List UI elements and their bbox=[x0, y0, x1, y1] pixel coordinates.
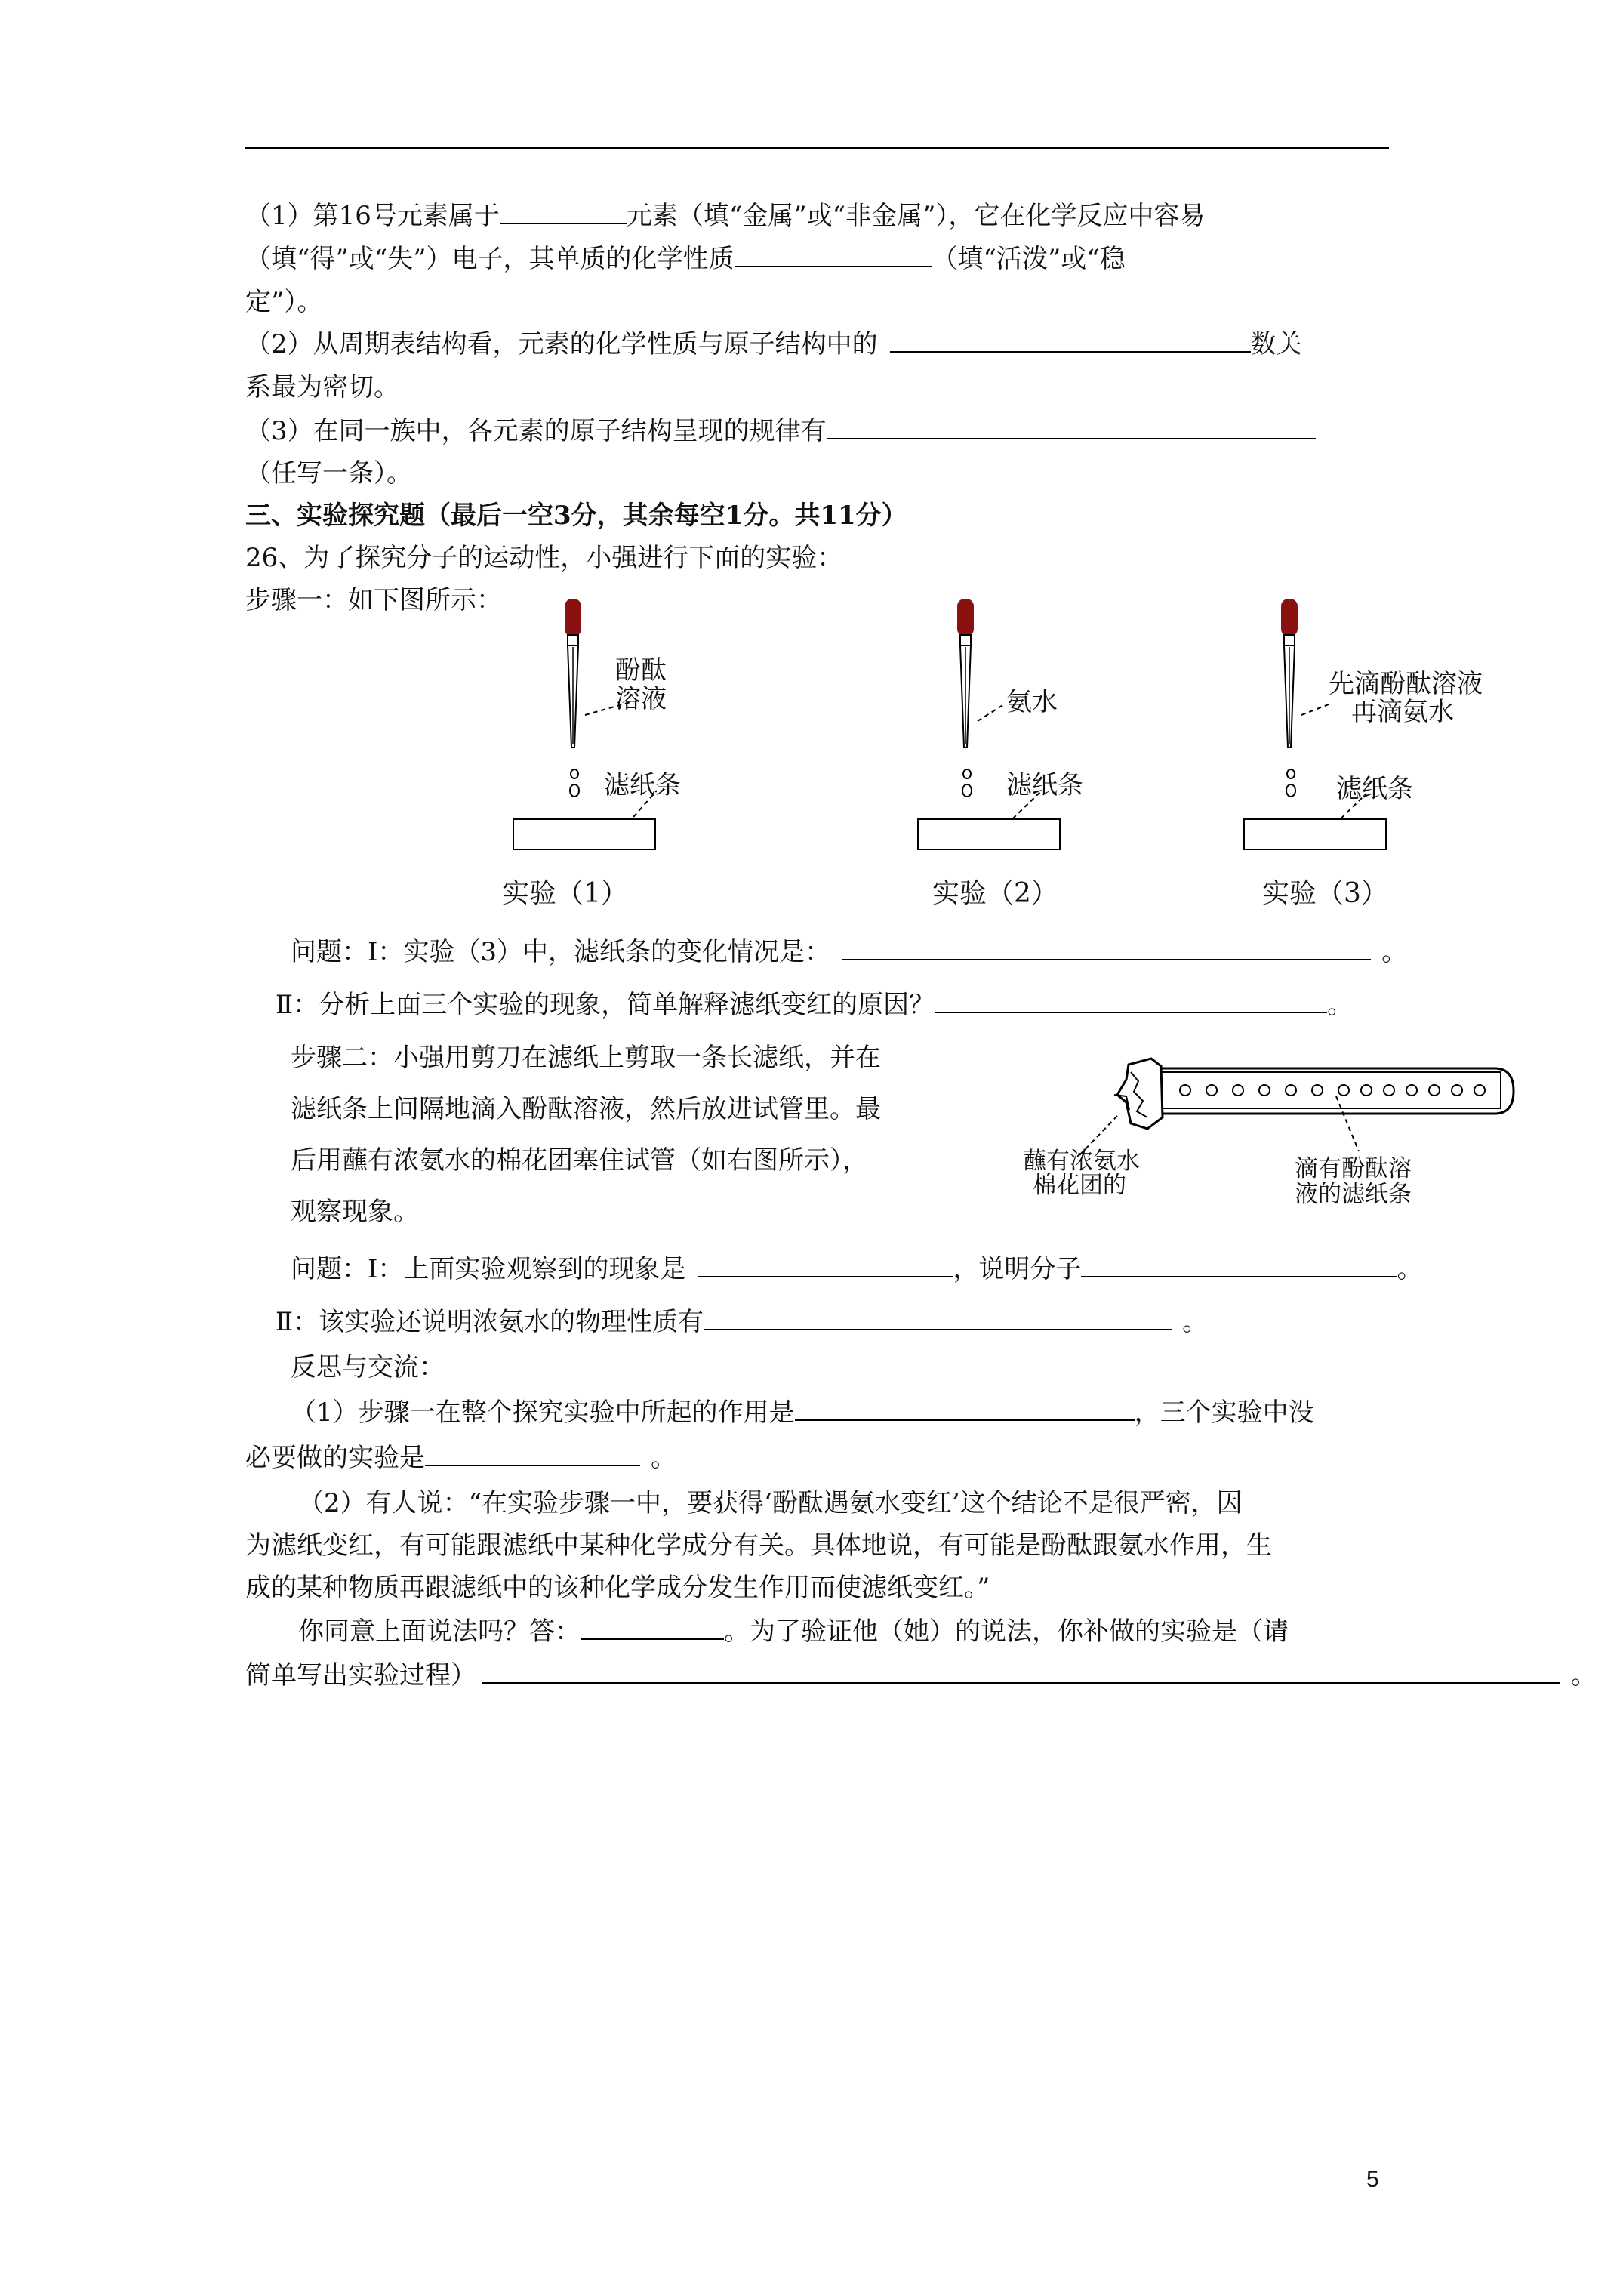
reflection-1-cont: 必要做的实验是 。 bbox=[245, 1443, 676, 1473]
q25-line-3: 定”）。 bbox=[245, 287, 323, 317]
reflection-2-line-2: 为滤纸变红，有可能跟滤纸中某种化学成分有关。具体地说，有可能是酚酞跟氨水作用，生 bbox=[245, 1530, 1272, 1561]
question-4: Ⅱ：该实验还说明浓氨水的物理性质有 。 bbox=[276, 1307, 1209, 1337]
label-strip-1: 滴有酚酞溶 bbox=[1295, 1155, 1412, 1182]
step1-label: 步骤一：如下图所示： bbox=[245, 585, 502, 615]
label-paper-2: 滤纸条 bbox=[1006, 770, 1083, 800]
experiment-figure bbox=[498, 593, 1510, 864]
label-phenolphthalein: 酚酞 bbox=[615, 655, 667, 686]
label-paper-1: 滤纸条 bbox=[604, 770, 681, 800]
caption-exp-3: 实验（3） bbox=[1262, 878, 1388, 909]
reflection-2-line-1: （2）有人说：“在实验步骤一中，要获得‘酚酞遇氨水变红’这个结论不是很严密，因 bbox=[298, 1488, 1243, 1518]
step2-line-4: 观察现象。 bbox=[291, 1197, 419, 1227]
step2-line-1: 步骤二：小强用剪刀在滤纸上剪取一条长滤纸，并在 bbox=[291, 1043, 881, 1073]
step2-line-2: 滤纸条上间隔地滴入酚酞溶液，然后放进试管里。最 bbox=[291, 1094, 881, 1124]
label-drop-3b: 再滴氨水 bbox=[1351, 697, 1454, 727]
step2-line-3: 后用蘸有浓氨水的棉花团塞住试管（如右图所示）， bbox=[291, 1145, 868, 1176]
q25-line-7: （任写一条）。 bbox=[245, 458, 412, 488]
dropper-2 bbox=[918, 599, 1060, 849]
reflection-2-line-3: 成的某种物质再跟滤纸中的该种化学成分发生作用而使滤纸变红。” bbox=[245, 1573, 990, 1603]
header-rule bbox=[245, 147, 1389, 149]
caption-exp-2: 实验（2） bbox=[932, 878, 1058, 909]
q25-line-5: 系最为密切。 bbox=[245, 372, 399, 402]
reflection-1: （1）步骤一在整个探究实验中所起的作用是 ，三个实验中没 bbox=[291, 1398, 1314, 1428]
reflection-heading: 反思与交流： bbox=[291, 1352, 445, 1382]
question-1: 问题：Ⅰ：实验（3）中，滤纸条的变化情况是： 。 bbox=[291, 937, 1408, 967]
label-cotton-1: 蘸有浓氨水 bbox=[1023, 1148, 1140, 1175]
dropper-1 bbox=[513, 599, 657, 849]
q25-line-6: （3）在同一族中，各元素的原子结构呈现的规律有 bbox=[245, 415, 1316, 447]
label-cotton-2: 棉花团的 bbox=[1033, 1172, 1126, 1199]
label-drop-3a: 先滴酚酞溶液 bbox=[1329, 669, 1483, 699]
reflection-4: 简单写出实验过程） 。 bbox=[245, 1660, 1597, 1690]
q25-line-1: （1）第16号元素属于 元素（填“金属”或“非金属”），它在化学反应中容易 bbox=[245, 201, 1206, 231]
q26-intro: 26、为了探究分子的运动性，小强进行下面的实验： bbox=[245, 543, 843, 573]
label-strip-2: 液的滤纸条 bbox=[1295, 1181, 1412, 1208]
caption-exp-1: 实验（1） bbox=[502, 878, 628, 909]
section-heading: 三、实验探究题（最后一空3分，其余每空1分。共11分） bbox=[245, 501, 907, 531]
question-2: Ⅱ：分析上面三个实验的现象，简单解释滤纸变红的原因？ 。 bbox=[276, 990, 1354, 1020]
question-3: 问题：Ⅰ：上面实验观察到的现象是 ，说明分子 。 bbox=[291, 1254, 1423, 1284]
page-number: 5 bbox=[1366, 2167, 1379, 2192]
q25-line-2: （填“得”或“失”）电子，其单质的化学性质 （填“活泼”或“稳 bbox=[245, 244, 1126, 274]
label-ammonia: 氨水 bbox=[1006, 687, 1058, 717]
label-paper-3: 滤纸条 bbox=[1336, 774, 1413, 804]
q25-line-4: （2）从周期表结构看，元素的化学性质与原子结构中的 数关 bbox=[245, 329, 1302, 359]
label-solution: 溶液 bbox=[615, 684, 667, 714]
reflection-3: 你同意上面说法吗？答： 。为了验证他（她）的说法，你补做的实验是（请 bbox=[298, 1616, 1289, 1647]
